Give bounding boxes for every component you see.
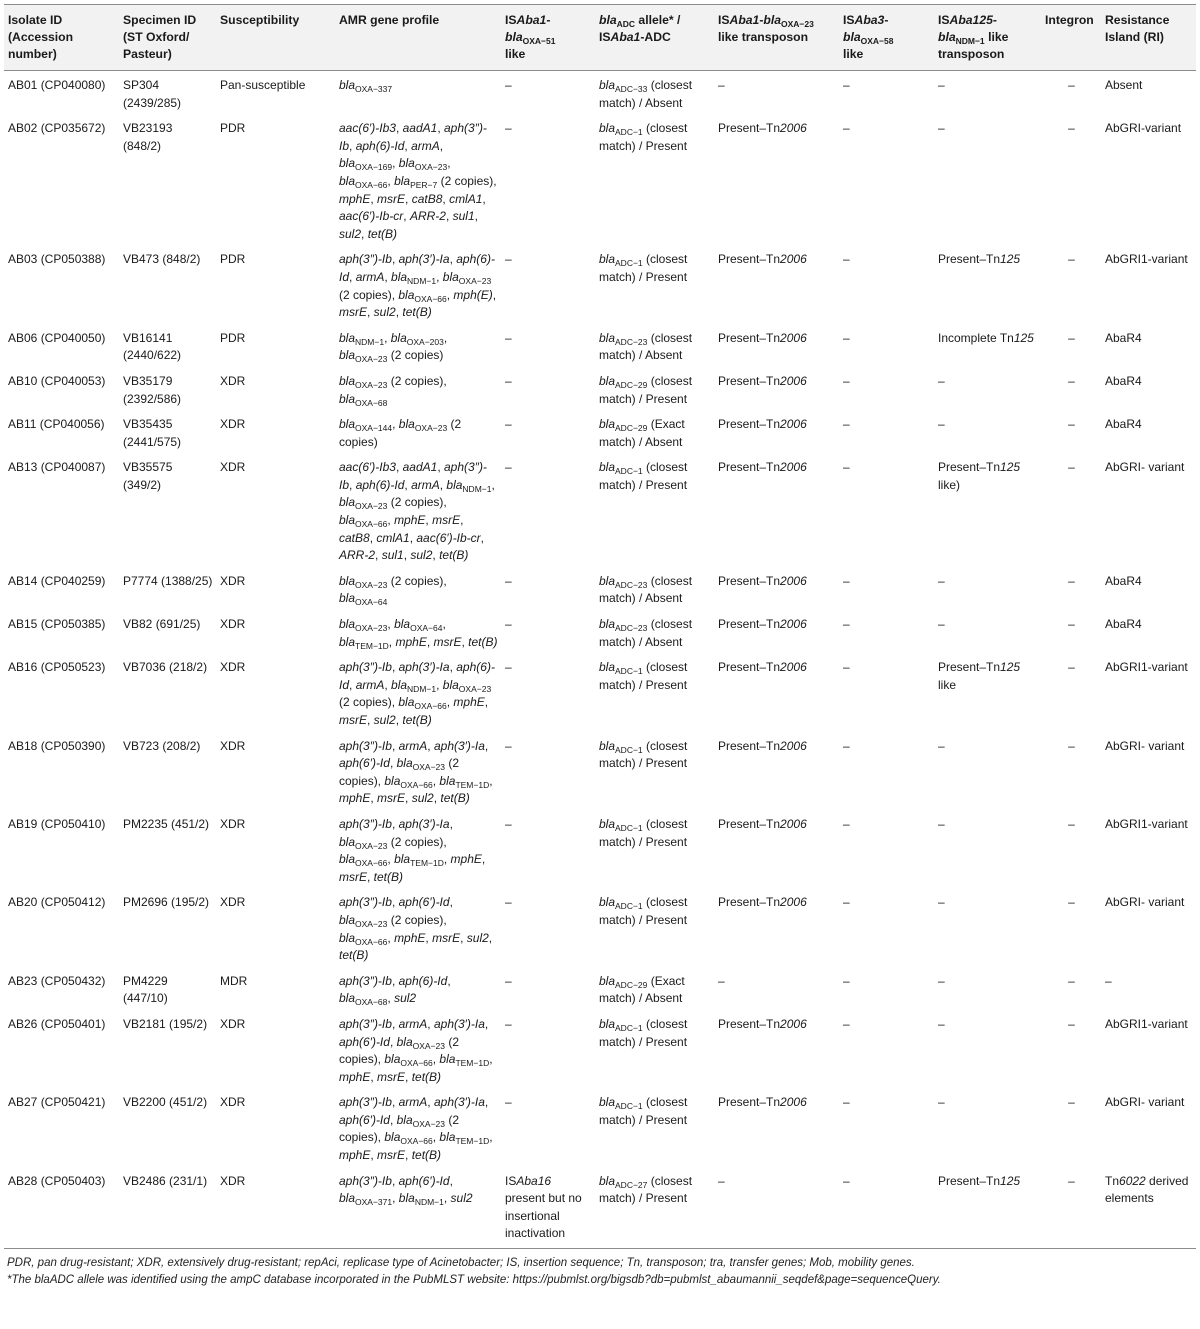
amr-profile-cell: bla$_{OXA-337}$ — [339, 78, 393, 94]
isaba3-cell: – — [843, 373, 850, 388]
resistance-island-cell: Absent — [1105, 78, 1143, 92]
tn2006-cell: – — [718, 973, 725, 988]
tn2006-cell: Present–Tn2006 — [718, 738, 807, 753]
isaba3-cell: – — [843, 1095, 850, 1110]
col-header-isaba125: ISAba125- bla$_{NDM-1}$ like transposon — [934, 5, 1041, 71]
isaba1-oxa51-cell: – — [505, 573, 512, 588]
adc-allele-cell: bla$_{ADC-27}$ (closest match) / Present — [595, 1167, 714, 1249]
isaba125-cell: – — [938, 78, 945, 92]
isaba1-oxa51-cell: – — [505, 373, 512, 388]
susceptibility-cell: XDR — [220, 417, 246, 432]
integron-cell: – — [1068, 1016, 1075, 1031]
susceptibility-cell: XDR — [216, 1167, 335, 1249]
table-row — [4, 610, 1196, 653]
isaba125-cell: – — [938, 1095, 945, 1110]
integron-cell: – — [1068, 417, 1075, 432]
table-body — [4, 71, 1196, 1249]
susceptibility-cell: MDR — [220, 973, 248, 988]
col-header-adc: bla$_{ADC}$ allele* / ISAba1-ADC — [595, 5, 714, 71]
susceptibility-cell: XDR — [220, 573, 246, 588]
susceptibility-cell: PDR — [220, 121, 246, 136]
isolate-id-cell: AB19 (CP050410) — [8, 816, 106, 831]
table-row — [4, 1010, 1196, 1088]
integron-cell: – — [1068, 121, 1075, 136]
tn2006-cell: Present–Tn2006 — [718, 573, 807, 588]
isaba1-oxa51-cell: – — [505, 816, 512, 831]
susceptibility-cell: XDR — [220, 460, 246, 475]
amr-profile-cell: bla$_{OXA-23}$ (2 copies), bla$_{OXA-68}$ — [339, 373, 447, 408]
amr-profile-cell: aph(3″)-Ib, armA, aph(3′)-Ia, aph(6′)-Id, bla$_{OXA-23}$ (2 copies), bla$_{OXA-66}$, bla$_{TEM-1D}$, mphE, msrE, sul2, tet(B) — [339, 738, 493, 806]
susceptibility-cell: XDR — [220, 1095, 246, 1110]
specimen-id-cell: VB35575 (349/2) — [123, 460, 173, 492]
isolate-id-cell: AB16 (CP050523) — [8, 660, 106, 675]
amr-profile-cell: bla$_{OXA-23}$, bla$_{OXA-64}$, bla$_{TEM-1D}$, mphE, msrE, tet(B) — [339, 617, 498, 651]
integron-cell: – — [1068, 1095, 1075, 1110]
isolate-id-cell: AB15 (CP050385) — [8, 617, 106, 632]
tn2006-cell: Present–Tn2006 — [718, 1095, 807, 1110]
tn2006-cell: Present–Tn2006 — [718, 660, 807, 675]
isaba125-cell: Incomplete Tn125 — [938, 330, 1034, 345]
integron-cell: – — [1068, 738, 1075, 753]
resistance-island-cell: AbGRI- variant — [1105, 1095, 1185, 1110]
amr-table — [4, 4, 1196, 1249]
resistance-island-cell: AbaR4 — [1105, 373, 1142, 388]
isaba1-oxa51-cell: – — [505, 460, 512, 475]
isaba1-oxa51-cell: – — [505, 330, 512, 345]
specimen-id-cell: VB7036 (218/2) — [123, 660, 208, 675]
isolate-id-cell: AB26 (CP050401) — [8, 1016, 106, 1031]
isaba3-cell: – — [843, 973, 850, 988]
specimen-id-cell: VB2486 (231/1) — [119, 1167, 216, 1249]
isolate-id-cell: AB11 (CP040056) — [8, 417, 105, 432]
isolate-id-cell: AB01 (CP040080) — [8, 78, 106, 92]
isolate-id-cell: AB06 (CP040050) — [8, 330, 106, 345]
specimen-id-cell: PM4229 (447/10) — [123, 973, 168, 1006]
isolate-id-cell: AB02 (CP035672) — [8, 121, 106, 136]
tn2006-cell: – — [714, 1167, 839, 1249]
integron-cell: – — [1041, 1167, 1101, 1249]
table-row — [4, 967, 1196, 1010]
isaba3-cell: – — [843, 816, 850, 831]
table-row — [4, 1167, 1196, 1249]
adc-allele-cell: bla$_{ADC-1}$ (closest match) / Present — [599, 816, 688, 849]
isolate-id-cell: AB20 (CP050412) — [8, 895, 106, 910]
adc-allele-cell: bla$_{ADC-1}$ (closest match) / Present — [599, 1016, 688, 1049]
isaba3-cell: – — [843, 417, 850, 432]
tn2006-cell: Present–Tn2006 — [718, 252, 807, 267]
susceptibility-cell: PDR — [220, 252, 246, 267]
specimen-id-cell: PM2235 (451/2) — [123, 816, 210, 831]
isaba3-cell: – — [843, 460, 850, 475]
isolate-id-cell: AB23 (CP050432) — [8, 973, 106, 988]
isaba1-oxa51-cell: – — [505, 617, 512, 632]
specimen-id-cell: VB2200 (451/2) — [123, 1095, 208, 1110]
isaba1-oxa51-cell: – — [505, 252, 512, 267]
specimen-id-cell: P7774 (1388/25) — [123, 573, 213, 588]
isolate-id-cell: AB13 (CP040087) — [8, 460, 106, 475]
adc-allele-cell: bla$_{ADC-29}$ (Exact match) / Absent — [599, 973, 685, 1006]
isaba1-oxa51-cell: – — [505, 660, 512, 675]
isaba3-cell: – — [843, 738, 850, 753]
col-header-ri: Resistance Island (RI) — [1101, 5, 1196, 71]
resistance-island-cell: AbGRI1-variant — [1105, 1016, 1188, 1031]
amr-profile-cell: aph(3″)-Ib, armA, aph(3′)-Ia, aph(6′)-Id, bla$_{OXA-23}$ (2 copies), bla$_{OXA-66}$, bla$_{TEM-1D}$, mphE, msrE, tet(B) — [339, 1016, 493, 1084]
resistance-island-cell: AbaR4 — [1105, 617, 1142, 632]
resistance-island-cell: AbaR4 — [1105, 417, 1142, 432]
resistance-island-cell: AbGRI- variant — [1105, 460, 1185, 475]
table-row — [4, 367, 1196, 410]
isaba1-oxa51-cell: – — [505, 417, 512, 432]
specimen-id-cell: PM2696 (195/2) — [123, 895, 210, 910]
susceptibility-cell: XDR — [220, 895, 246, 910]
table-row — [4, 453, 1196, 567]
col-header-isaba3: ISAba3- bla$_{OXA-58}$ like — [839, 5, 934, 71]
amr-profile-cell: aph(3″)-Ib, aph(3′)-Ia, aph(6)-Id, armA, bla$_{NDM-1}$, bla$_{OXA-23}$ (2 copies), bla$_{OXA-66}$, mph(E), msrE, sul2, tet(B) — [339, 252, 497, 320]
isaba3-cell: – — [843, 1016, 850, 1031]
isaba125-cell: – — [938, 973, 945, 988]
amr-profile-cell: aac(6′)-Ib3, aadA1, aph(3″)-Ib, aph(6)-Id, armA, bla$_{NDM-1}$, bla$_{OXA-23}$ (2 copies), bla$_{OXA-66}$, mphE, msrE, catB8, cmlA1, aac(6′)-Ib-cr, ARR-2, sul1, sul2, tet(B) — [339, 460, 495, 563]
adc-allele-cell: bla$_{ADC-23}$ (closest match) / Absent — [599, 573, 693, 606]
adc-allele-cell: bla$_{ADC-1}$ (closest match) / Present — [599, 121, 688, 153]
adc-allele-cell: bla$_{ADC-1}$ (closest match) / Present — [599, 738, 688, 771]
adc-allele-cell: bla$_{ADC-23}$ (closest match) / Absent — [599, 617, 693, 649]
integron-cell: – — [1068, 460, 1075, 475]
adc-allele-cell: bla$_{ADC-33}$ (closest match) / Absent — [599, 78, 693, 110]
table-row — [4, 810, 1196, 888]
table-row — [4, 71, 1196, 115]
amr-profile-cell: aph(3″)-Ib, aph(6′)-Id, bla$_{OXA-371}$, bla$_{NDM-1}$, sul2 — [335, 1167, 501, 1249]
isaba125-cell: – — [938, 1016, 945, 1031]
isaba3-cell: – — [843, 78, 850, 92]
resistance-island-cell: AbaR4 — [1105, 573, 1142, 588]
specimen-id-cell: SP304 (2439/285) — [123, 78, 182, 110]
integron-cell: – — [1068, 252, 1075, 267]
tn2006-cell: Present–Tn2006 — [718, 330, 807, 345]
integron-cell: – — [1068, 373, 1075, 388]
table-row — [4, 653, 1196, 731]
susceptibility-cell: XDR — [220, 1016, 246, 1031]
isaba3-cell: – — [843, 573, 850, 588]
adc-allele-cell: bla$_{ADC-1}$ (closest match) / Present — [599, 1095, 688, 1127]
isolate-id-cell: AB10 (CP040053) — [8, 373, 106, 388]
susceptibility-cell: XDR — [220, 816, 246, 831]
isaba125-cell: – — [938, 816, 945, 831]
resistance-island-cell: AbGRI-variant — [1105, 121, 1182, 136]
integron-cell: – — [1068, 78, 1075, 92]
susceptibility-cell: XDR — [220, 660, 246, 675]
adc-allele-cell: bla$_{ADC-29}$ (Exact match) / Absent — [599, 417, 685, 449]
col-header-integron: Integron — [1041, 5, 1101, 71]
col-header-amr: AMR gene profile — [335, 5, 501, 71]
specimen-id-cell: VB82 (691/25) — [123, 617, 201, 632]
table-row — [4, 245, 1196, 323]
tn2006-cell: Present–Tn2006 — [718, 816, 807, 831]
col-header-susceptibility: Susceptibility — [216, 5, 335, 71]
tn2006-cell: Present–Tn2006 — [718, 460, 807, 475]
isaba125-cell: – — [938, 373, 945, 388]
col-header-isolate: Isolate ID (Accession number) — [4, 5, 119, 71]
isaba125-cell: – — [938, 573, 945, 588]
isaba125-cell: – — [938, 617, 945, 632]
isaba3-cell: – — [843, 330, 850, 345]
isaba3-cell: – — [843, 895, 850, 910]
resistance-island-cell: AbaR4 — [1105, 330, 1142, 345]
resistance-island-cell: AbGRI1-variant — [1105, 660, 1188, 675]
resistance-island-cell: AbGRI1-variant — [1105, 816, 1188, 831]
table-row — [4, 732, 1196, 810]
amr-profile-cell: bla$_{NDM-1}$, bla$_{OXA-203}$, bla$_{OXA-23}$ (2 copies) — [339, 330, 448, 365]
table-row — [4, 410, 1196, 453]
susceptibility-cell: XDR — [220, 738, 246, 753]
isolate-id-cell: AB27 (CP050421) — [8, 1095, 106, 1110]
adc-allele-cell: bla$_{ADC-1}$ (closest match) / Present — [599, 660, 688, 692]
susceptibility-cell: PDR — [220, 330, 246, 345]
resistance-island-cell: Tn6022 derived elements — [1101, 1167, 1196, 1249]
col-header-tn2006: ISAba1-bla$_{OXA-23}$ like transposon — [714, 5, 839, 71]
amr-profile-cell: aac(6′)-Ib3, aadA1, aph(3″)-Ib, aph(6)-Id, armA, bla$_{OXA-169}$, bla$_{OXA-23}$, bla$_{OXA-66}$, bla$_{PER-7}$ (2 copies), mphE, msrE, catB8, cmlA1, aac(6′)-Ib-cr, ARR-2, sul1, sul2, tet(B) — [339, 121, 497, 241]
isaba3-cell: – — [843, 252, 850, 267]
integron-cell: – — [1068, 973, 1075, 988]
isaba1-oxa51-cell: – — [505, 121, 512, 136]
footnote-adc: *The blaADC allele was identified using the ampC database incorporated in the PubMLST website: https://pubmlst.org/bigsdb?db=pubmlst_abaumannii_seqdef&page=sequenceQuery. — [7, 1273, 941, 1286]
adc-allele-cell: bla$_{ADC-1}$ (closest match) / Present — [599, 895, 688, 927]
isolate-id-cell: AB18 (CP050390) — [8, 738, 106, 753]
specimen-id-cell: VB723 (208/2) — [123, 738, 201, 753]
amr-profile-cell: aph(3″)-Ib, aph(3′)-Ia, aph(6)-Id, armA, bla$_{NDM-1}$, bla$_{OXA-23}$ (2 copies), bla$_{OXA-66}$, mphE, msrE, sul2, tet(B) — [339, 660, 495, 727]
tn2006-cell: Present–Tn2006 — [718, 617, 807, 632]
specimen-id-cell: VB473 (848/2) — [123, 252, 201, 267]
susceptibility-cell: Pan-susceptible — [220, 78, 306, 92]
isaba3-cell: – — [843, 617, 850, 632]
integron-cell: – — [1068, 330, 1075, 345]
isaba125-cell: – — [938, 895, 945, 910]
resistance-island-cell: AbGRI- variant — [1105, 895, 1185, 910]
isaba125-cell: Present–Tn125 — [934, 1167, 1041, 1249]
resistance-island-cell: AbGRI- variant — [1105, 738, 1185, 753]
isaba1-oxa51-cell: – — [505, 738, 512, 753]
tn2006-cell: Present–Tn2006 — [718, 121, 807, 136]
integron-cell: – — [1068, 816, 1075, 831]
amr-profile-cell: bla$_{OXA-23}$ (2 copies), bla$_{OXA-64}$ — [339, 573, 447, 608]
adc-allele-cell: bla$_{ADC-29}$ (closest match) / Present — [599, 373, 693, 406]
susceptibility-cell: XDR — [220, 617, 246, 632]
isaba3-cell: – — [839, 1167, 934, 1249]
amr-profile-cell: aph(3″)-Ib, aph(6)-Id, bla$_{OXA-68}$, sul2 — [339, 973, 451, 1008]
integron-cell: – — [1068, 660, 1075, 675]
specimen-id-cell: VB2181 (195/2) — [123, 1016, 208, 1031]
table-row — [4, 1088, 1196, 1166]
tn2006-cell: Present–Tn2006 — [718, 373, 807, 388]
adc-allele-cell: bla$_{ADC-1}$ (closest match) / Present — [599, 252, 688, 284]
amr-profile-cell: aph(3″)-Ib, aph(6′)-Id, bla$_{OXA-23}$ (2 copies), bla$_{OXA-66}$, mphE, msrE, sul2, tet(B) — [339, 895, 493, 963]
isaba125-cell: Present–Tn125 like — [938, 660, 1021, 692]
isaba1-oxa51-cell: ISAba16 present but no insertional inactivation — [501, 1167, 595, 1249]
isaba3-cell: – — [843, 660, 850, 675]
isaba1-oxa51-cell: – — [505, 1095, 512, 1110]
table-row — [4, 114, 1196, 245]
isolate-id-cell: AB28 (CP050403) — [4, 1167, 119, 1249]
susceptibility-cell: XDR — [220, 373, 246, 388]
resistance-island-cell: AbGRI1-variant — [1105, 252, 1188, 267]
tn2006-cell: Present–Tn2006 — [718, 895, 807, 910]
amr-profile-cell: aph(3″)-Ib, aph(3′)-Ia, bla$_{OXA-23}$ (2 copies), bla$_{OXA-66}$, bla$_{TEM-1D}$, mphE, msrE, tet(B) — [339, 816, 486, 884]
resistance-island-cell: – — [1105, 973, 1112, 988]
col-header-isaba1-oxa51: ISAba1-bla$_{OXA-51}$ like — [501, 5, 595, 71]
footnote-abbreviations: PDR, pan drug-resistant; XDR, extensively drug-resistant; repAci, replicase type of Acinetobacter; IS, insertion sequence; Tn, transposon; tra, transfer genes; Mob, mobility genes. — [7, 1257, 915, 1270]
specimen-id-cell: VB35435 (2441/575) — [123, 417, 182, 449]
isaba125-cell: Present–Tn125 like) — [938, 460, 1021, 492]
col-header-specimen: Specimen ID (ST Oxford/ Pasteur) — [119, 5, 216, 71]
amr-profile-cell: bla$_{OXA-144}$, bla$_{OXA-23}$ (2 copies) — [339, 417, 462, 449]
isolate-id-cell: AB03 (CP050388) — [8, 252, 106, 267]
isaba125-cell: – — [938, 121, 945, 136]
adc-allele-cell: bla$_{ADC-23}$ (closest match) / Absent — [599, 330, 693, 363]
table-row — [4, 888, 1196, 966]
specimen-id-cell: VB35179 (2392/586) — [123, 373, 182, 406]
isaba125-cell: – — [938, 417, 945, 432]
isaba125-cell: – — [938, 738, 945, 753]
isaba1-oxa51-cell: – — [505, 1016, 512, 1031]
tn2006-cell: Present–Tn2006 — [718, 417, 807, 432]
integron-cell: – — [1068, 617, 1075, 632]
header-row — [4, 5, 1196, 71]
isaba125-cell: Present–Tn125 — [938, 252, 1021, 267]
isaba1-oxa51-cell: – — [505, 973, 512, 988]
tn2006-cell: – — [718, 78, 725, 92]
isaba1-oxa51-cell: – — [505, 895, 512, 910]
specimen-id-cell: VB23193 (848/2) — [123, 121, 173, 153]
adc-allele-cell: bla$_{ADC-1}$ (closest match) / Present — [599, 460, 688, 492]
specimen-id-cell: VB16141 (2440/622) — [123, 330, 182, 363]
table-container — [4, 4, 1196, 1288]
amr-profile-cell: aph(3″)-Ib, armA, aph(3′)-Ia, aph(6′)-Id, bla$_{OXA-23}$ (2 copies), bla$_{OXA-66}$, bla$_{TEM-1D}$, mphE, msrE, tet(B) — [339, 1095, 493, 1163]
isolate-id-cell: AB14 (CP040259) — [8, 573, 106, 588]
table-row — [4, 567, 1196, 610]
tn2006-cell: Present–Tn2006 — [718, 1016, 807, 1031]
table-row — [4, 324, 1196, 367]
isaba1-oxa51-cell: – — [505, 78, 512, 92]
isaba3-cell: – — [843, 121, 850, 136]
integron-cell: – — [1068, 573, 1075, 588]
integron-cell: – — [1068, 895, 1075, 910]
